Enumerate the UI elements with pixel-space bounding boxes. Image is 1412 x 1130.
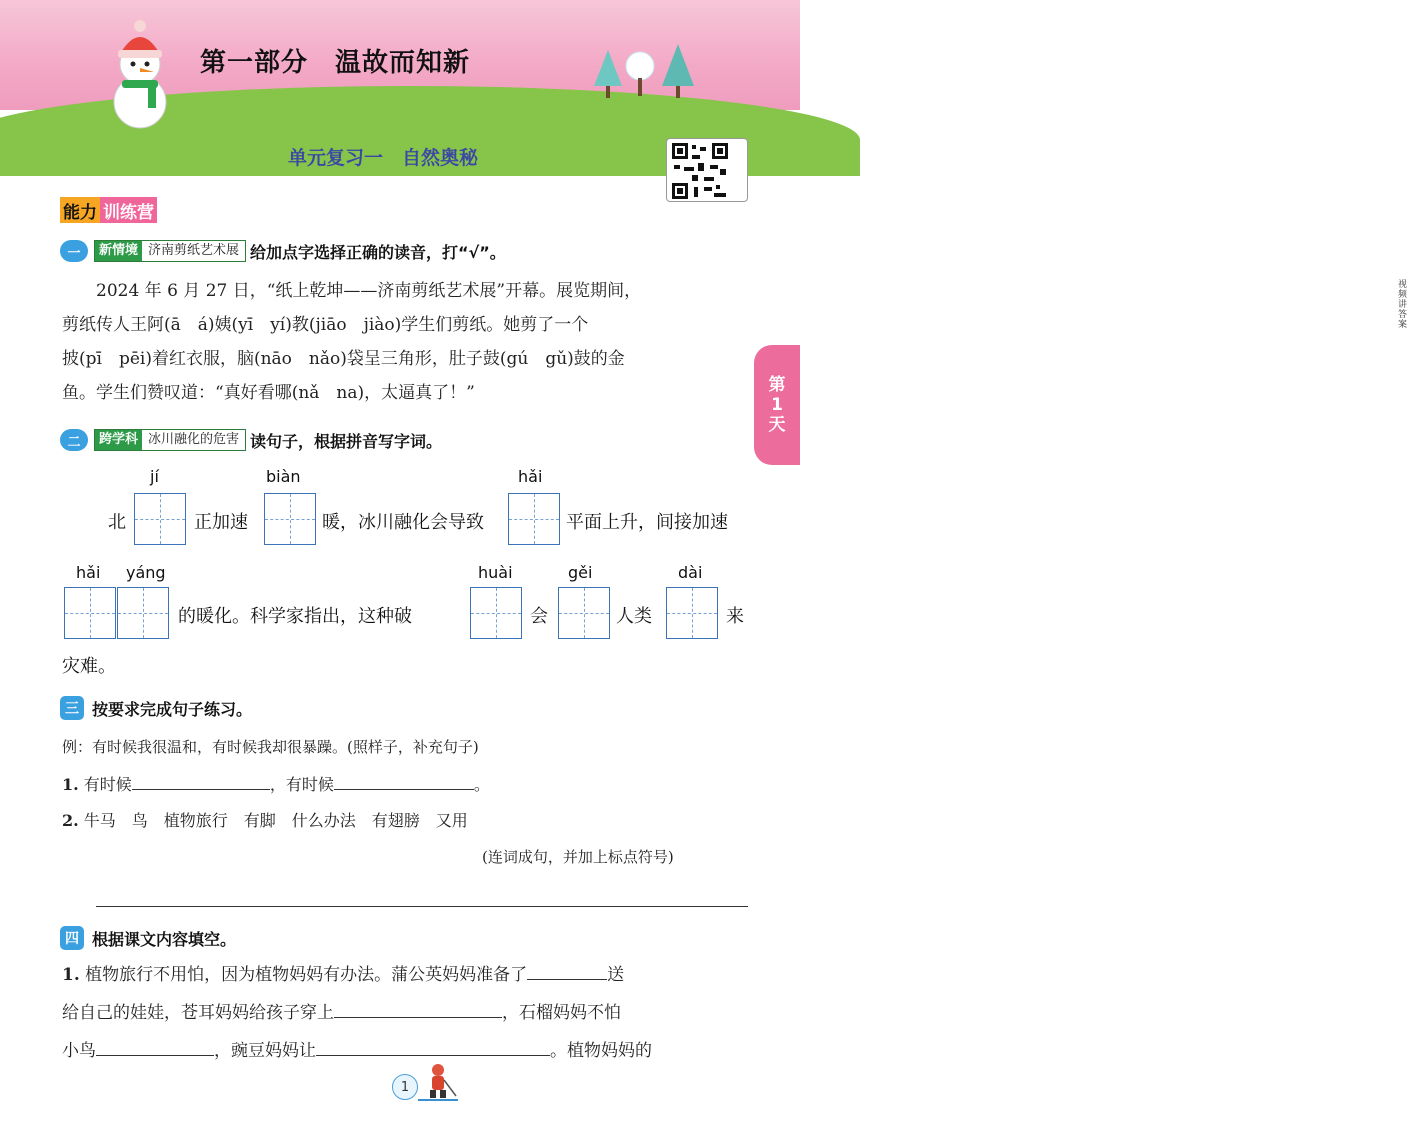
banner-title: 第一部分 温故而知新: [200, 48, 471, 78]
ability-label-2: 训练营: [100, 197, 157, 223]
writing-box-bian[interactable]: [264, 493, 316, 545]
q4-blank-4[interactable]: [316, 1038, 550, 1056]
q1-passage: [62, 274, 752, 410]
side-tab-line-3: 天: [768, 415, 786, 435]
q2-text-3: 暖，冰川融化会导致: [322, 512, 484, 533]
q2-text-5: 的暖化。科学家指出，这种破: [178, 606, 412, 627]
q3-answer-line[interactable]: [96, 906, 748, 907]
pinyin-hai-1: hǎi: [518, 467, 543, 486]
q1-instruction: 给加点字选择正确的读音，打“√”。: [250, 242, 506, 262]
writing-box-dai[interactable]: [666, 587, 718, 639]
ability-badge: [60, 197, 157, 223]
q3-item-2-words: 牛马 鸟 植物旅行 有脚 什么办法 有翅膀 又用: [83, 811, 468, 830]
ability-label-1: 能力: [60, 197, 100, 223]
q3-example: 例：有时候我很温和，有时候我却很暴躁。(照样子，补充句子): [62, 738, 479, 756]
q4-blank-1[interactable]: [527, 962, 607, 980]
q2-text-7: 人类: [616, 606, 652, 627]
q4-line-3-a: 小鸟: [62, 1041, 96, 1061]
q2-text-8: 来: [726, 606, 744, 627]
q4-number: 四: [60, 926, 84, 950]
q2-tag-topic: 冰川融化的危害: [142, 430, 245, 450]
q4-blank-3[interactable]: [96, 1038, 214, 1056]
q3-item-1-c: 。: [473, 775, 490, 794]
q4-line-3-c: 。植物妈妈的: [550, 1041, 652, 1061]
pinyin-ji: jí: [150, 467, 159, 486]
q2-text-4: 平面上升，间接加速: [566, 512, 728, 533]
qr-code-panel[interactable]: [666, 138, 1408, 330]
writing-box-yang[interactable]: [117, 587, 169, 639]
q3-item-1-b: ，有时候: [269, 775, 334, 794]
q2-text-2: 正加速: [194, 512, 248, 533]
q1-number: 一: [60, 240, 88, 262]
q4-line-1-end: 送: [607, 965, 625, 985]
q2-number: 二: [60, 429, 88, 451]
q1-header: [60, 239, 506, 263]
q3-blank-1[interactable]: [132, 772, 270, 790]
q3-header: [60, 696, 252, 720]
q4-line-2: [62, 998, 621, 1023]
q4-line-2-end: ，石榴妈妈不怕: [502, 1003, 621, 1023]
q2-tag: [94, 429, 246, 451]
q4-line-3: [62, 1036, 652, 1061]
qr-label: 视频讲答案: [1398, 280, 1408, 330]
q1-tag-topic: 济南剪纸艺术展: [142, 241, 245, 261]
snowman-icon: [100, 20, 180, 130]
q2-header: [60, 428, 442, 452]
q2-text-1: 北: [108, 512, 126, 533]
writing-box-hai-2[interactable]: [64, 587, 116, 639]
pinyin-hai-2: hǎi: [76, 563, 101, 582]
q4-line-3-b: ，豌豆妈妈让: [214, 1041, 316, 1061]
header-banner: [0, 0, 800, 140]
pinyin-yang: yáng: [126, 563, 166, 582]
q3-item-2: [62, 808, 468, 831]
q2-tag-type: 跨学科: [95, 430, 142, 450]
day-side-tab: [754, 345, 800, 465]
pinyin-gei: gěi: [568, 563, 593, 582]
q1-tag-type: 新情境: [95, 241, 142, 261]
q2-text-6: 会: [530, 606, 548, 627]
qr-code-icon: [670, 141, 730, 201]
q4-line-1-text: 植物旅行不用怕，因为植物妈妈有办法。蒲公英妈妈准备了: [85, 965, 528, 985]
writing-box-huai[interactable]: [470, 587, 522, 639]
side-tab-line-1: 第: [768, 375, 786, 395]
q4-line-2-text: 给自己的娃娃，苍耳妈妈给孩子穿上: [62, 1003, 334, 1023]
q3-item-1-num: 1.: [62, 775, 79, 794]
q1-tag: [94, 240, 246, 262]
pinyin-bian: biàn: [266, 467, 301, 486]
q3-blank-2[interactable]: [334, 772, 474, 790]
writing-box-ji[interactable]: [134, 493, 186, 545]
q3-item-1: [62, 772, 490, 795]
q4-line-1: [62, 960, 624, 985]
q3-item-2-note: (连词成句，并加上标点符号): [482, 848, 674, 866]
unit-title: 单元复习一 自然奥秘: [288, 147, 479, 169]
pinyin-dai: dài: [678, 563, 703, 582]
side-tab-line-2: 1: [771, 395, 783, 415]
q3-item-2-num: 2.: [62, 811, 79, 830]
q2-instruction: 读句子，根据拼音写字词。: [250, 431, 443, 451]
q1-line-3: 披(pī pēi)着红衣服，脑(nāo nǎo)袋呈三角形，肚子鼓(gú gǔ)鼓的金: [62, 349, 625, 369]
writing-box-hai-1[interactable]: [508, 493, 560, 545]
page-number: 1: [392, 1074, 418, 1100]
trees-icon: [588, 40, 698, 100]
q3-item-1-a: 有时候: [83, 775, 132, 794]
writing-box-gei[interactable]: [558, 587, 610, 639]
q1-line-1: 2024 年 6 月 27 日，“纸上乾坤——济南剪纸艺术展”开幕。展览期间，: [62, 281, 642, 301]
q1-line-2: 剪纸传人王阿(ā á)姨(yī yí)教(jiāo jiào)学生们剪纸。她剪了一个: [62, 315, 589, 335]
q1-line-4: 鱼。学生们赞叹道：“真好看哪(nǎ na)，太逼真了！”: [62, 383, 475, 403]
q4-item-1-num: 1.: [62, 965, 80, 985]
q4-instruction: 根据课文内容填空。: [92, 929, 237, 949]
q3-instruction: 按要求完成句子练习。: [92, 699, 253, 719]
pinyin-huai: huài: [478, 563, 513, 582]
q3-number: 三: [60, 696, 84, 720]
q4-header: [60, 926, 236, 950]
skier-icon: [414, 1062, 460, 1104]
q2-text-9: 灾难。: [62, 656, 116, 677]
q4-blank-2[interactable]: [334, 1000, 502, 1018]
